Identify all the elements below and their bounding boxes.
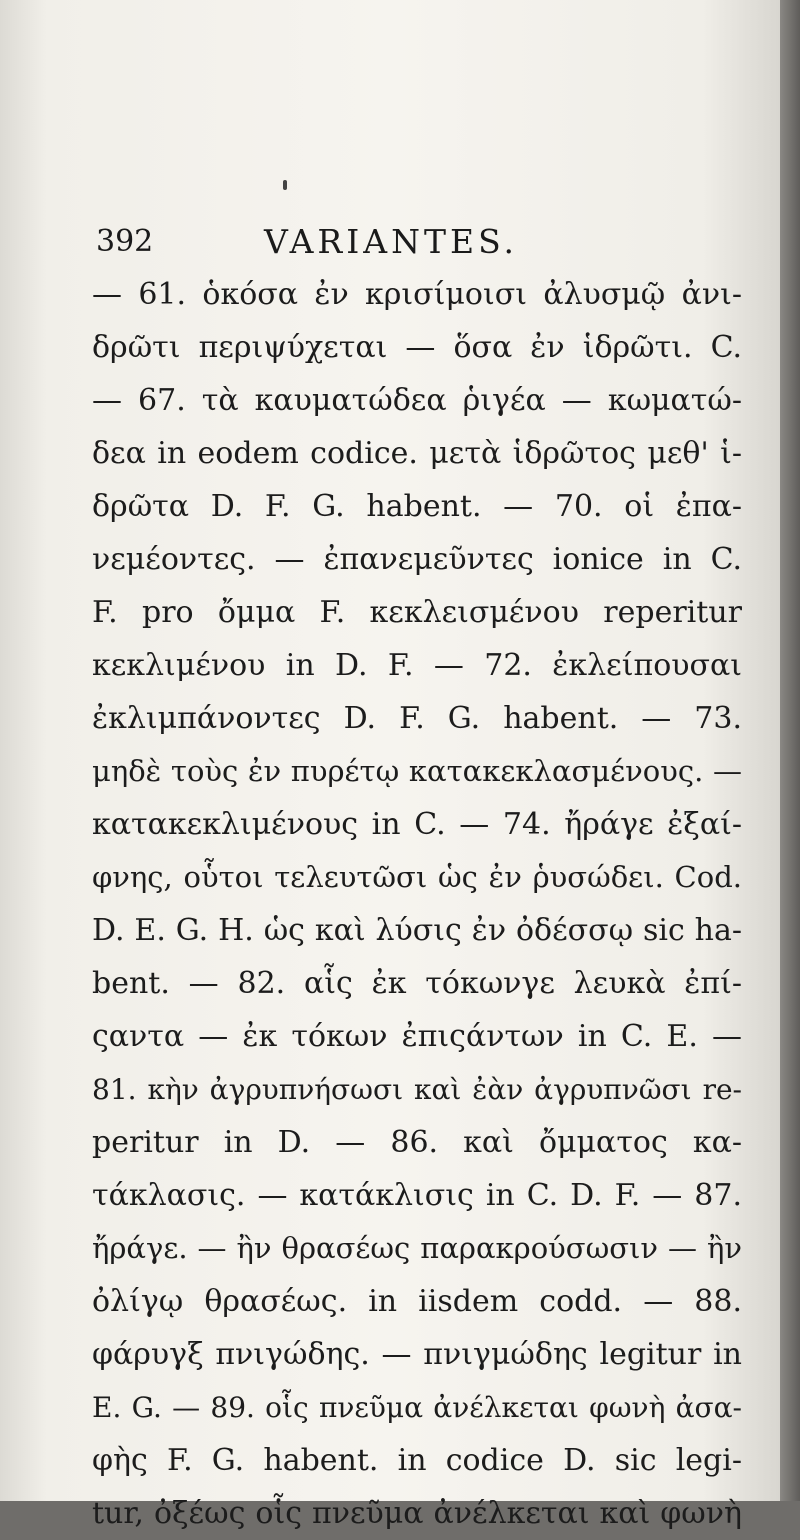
text-line: ὀλίγῳ θρασέως. in iisdem codd. — 88. xyxy=(92,1284,742,1319)
text-line: D. E. G. H. ὡς καὶ λύσις ἐν ὀδέσσῳ sic ha- xyxy=(92,913,742,948)
text-line: 81. κὴν ἀγρυπνήσωσι καὶ ἐὰν ἀγρυπνῶσι re- xyxy=(92,1073,742,1106)
text-line: ἐκλιμπάνοντες D. F. G. habent. — 73. xyxy=(92,701,742,736)
text-line: E. G. — 89. οἷς πνεῦμα ἀνέλκεται φωνὴ ἀσα- xyxy=(92,1391,742,1424)
body-text xyxy=(92,268,742,1540)
text-line: F. pro ὄμμα F. κεκλεισμένου reperitur xyxy=(92,595,742,630)
text-line: δρῶτα D. F. G. habent. — 70. οἱ ἐπα- xyxy=(92,489,742,524)
text-line: φὴς F. G. habent. in codice D. sic legi- xyxy=(92,1443,742,1478)
text-line: μηδὲ τοὺς ἐν πυρέτῳ κατακεκλασμένους. — xyxy=(92,754,742,788)
text-line: δρῶτι περιψύχεται — ὅσα ἐν ἱδρῶτι. C. xyxy=(92,330,742,365)
running-title: VARIANTES. xyxy=(264,222,519,261)
text-line: tur, ὀξέως οἷς πνεῦμα ἀνέλκεται καὶ φωνὴ xyxy=(92,1496,742,1531)
page-number: 392 xyxy=(96,224,154,259)
text-line: φνης, οὗτοι τελευτῶσι ὡς ἐν ῥυσώδει. Cod. xyxy=(92,860,742,894)
text-line: νεμέοντες. — ἐπανεμεῦντες ionice in C. xyxy=(92,542,742,577)
text-line: κεκλιμένου in D. F. — 72. ἐκλείπουσαι xyxy=(92,648,742,683)
text-line: — 67. τὰ καυματώδεα ῥιγέα — κωματώ- xyxy=(92,383,742,418)
text-line: ςαντα — ἐκ τόκων ἐπιςάντων in C. E. — xyxy=(92,1019,742,1054)
ink-speck xyxy=(283,180,287,190)
text-line: φάρυγξ πνιγώδης. — πνιγμώδης legitur in xyxy=(92,1337,742,1372)
page-header xyxy=(96,222,736,268)
scan-shadow-edge xyxy=(780,0,800,1501)
text-line: — 61. ὁκόσα ἐν κρισίμοισι ἀλυσμῷ ἀνι- xyxy=(92,277,742,312)
text-line: peritur in D. — 86. καὶ ὄμματος κα- xyxy=(92,1125,742,1160)
text-line: δεα in eodem codice. μετὰ ἱδρῶτος μεθ' ἱ- xyxy=(92,436,742,471)
text-line: κατακεκλιμένους in C. — 74. ἤράγε ἐξαί- xyxy=(92,807,742,842)
text-line: bent. — 82. αἷς ἐκ τόκωνγε λευκὰ ἐπί- xyxy=(92,966,742,1001)
text-line: τάκλασις. — κατάκλισις in C. D. F. — 87. xyxy=(92,1178,742,1213)
text-line: ἤράγε. — ἢν θρασέως παρακρούσωσιν — ἢν xyxy=(92,1231,742,1265)
